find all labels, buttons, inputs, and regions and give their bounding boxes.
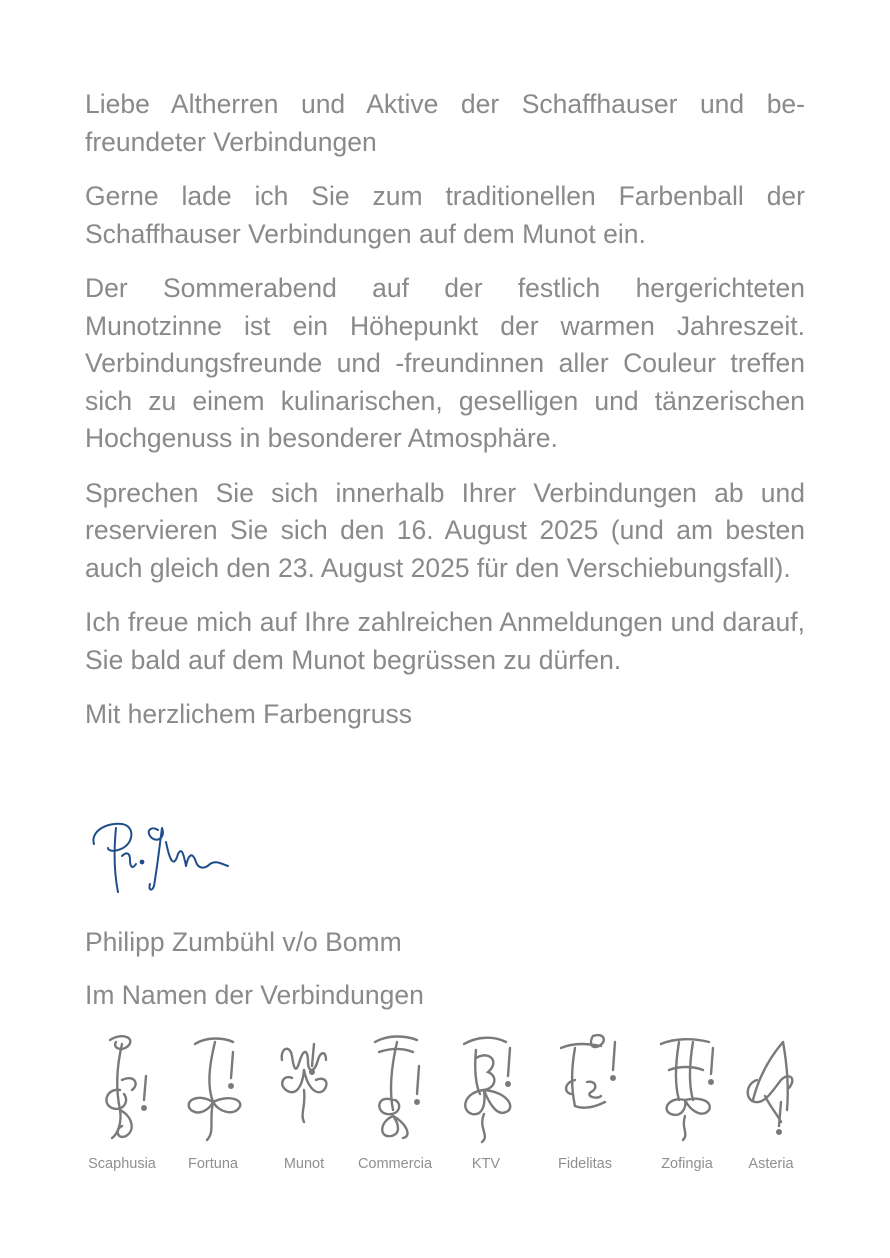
zirkel-label: Zofingia	[661, 1156, 713, 1172]
fortuna-zirkel-icon	[173, 1030, 253, 1148]
asteria-zirkel-icon	[731, 1030, 811, 1148]
ktv-zirkel-icon	[446, 1030, 526, 1148]
zirkel-scaphusia	[72, 1030, 172, 1180]
sender-name: Philipp Zumbühl v/o Bomm	[85, 927, 402, 957]
greeting-line: Mit herzlichem Farbengruss	[85, 699, 412, 729]
zirkel-commercia	[345, 1030, 445, 1180]
zirkel-label: Commercia	[357, 1156, 433, 1172]
zirkel-label: Fortuna	[188, 1156, 238, 1172]
letter-body	[85, 86, 805, 751]
date-reservation-paragraph: Sprechen Sie sich innerhalb Ihrer Verbindungen ab und reservieren Sie sich den 16. August 2025 (und am besten auch gleich den 23. August 2025 für den Verschiebungsfall).	[85, 477, 805, 583]
zirkel-label: Fidelitas	[558, 1156, 612, 1172]
zirkel-fortuna	[163, 1030, 263, 1180]
scaphusia-zirkel-icon	[82, 1030, 162, 1148]
zirkel-label: Scaphusia	[88, 1156, 156, 1172]
zirkel-asteria	[721, 1030, 821, 1180]
zirkel-ktv	[436, 1030, 536, 1180]
zirkel-fidelitas	[535, 1030, 635, 1180]
salutation: Liebe Altherren und Aktive der Schaffhauser und befreundeter Verbindungen	[85, 89, 805, 157]
fidelitas-zirkel-icon	[545, 1030, 625, 1148]
fraternity-zirkel-row	[0, 1030, 890, 1180]
munot-zirkel-icon	[264, 1030, 344, 1148]
zirkel-munot	[254, 1030, 354, 1180]
zofingia-zirkel-icon	[647, 1030, 727, 1148]
zirkel-label: KTV	[471, 1156, 501, 1172]
zirkel-label: Munot	[283, 1156, 325, 1172]
invitation-paragraph: Gerne lade ich Sie zum traditionellen Farbenball der Schaffhauser Verbindungen auf dem Munot ein.	[85, 181, 805, 249]
sender-behalf: Im Namen der Verbindungen	[85, 980, 424, 1010]
handwritten-signature-icon	[82, 812, 242, 902]
closing-paragraph: Ich freue mich auf Ihre zahlreichen Anmeldungen und darauf, Sie bald auf dem Munot begrüssen zu dürfen.	[85, 607, 805, 675]
commercia-zirkel-icon	[355, 1030, 435, 1148]
zirkel-label: Asteria	[748, 1156, 794, 1172]
event-description-paragraph: Der Sommerabend auf der festlich hergerichteten Munotzinne ist ein Höhepunkt der warmen Jahreszeit. Verbindungsfreunde und -freundinnen aller Couleur treffen sich zu einem kulinarischen, geselligen und tänzerischen Hochgenuss in besonderer Atmosphäre.	[85, 273, 805, 453]
